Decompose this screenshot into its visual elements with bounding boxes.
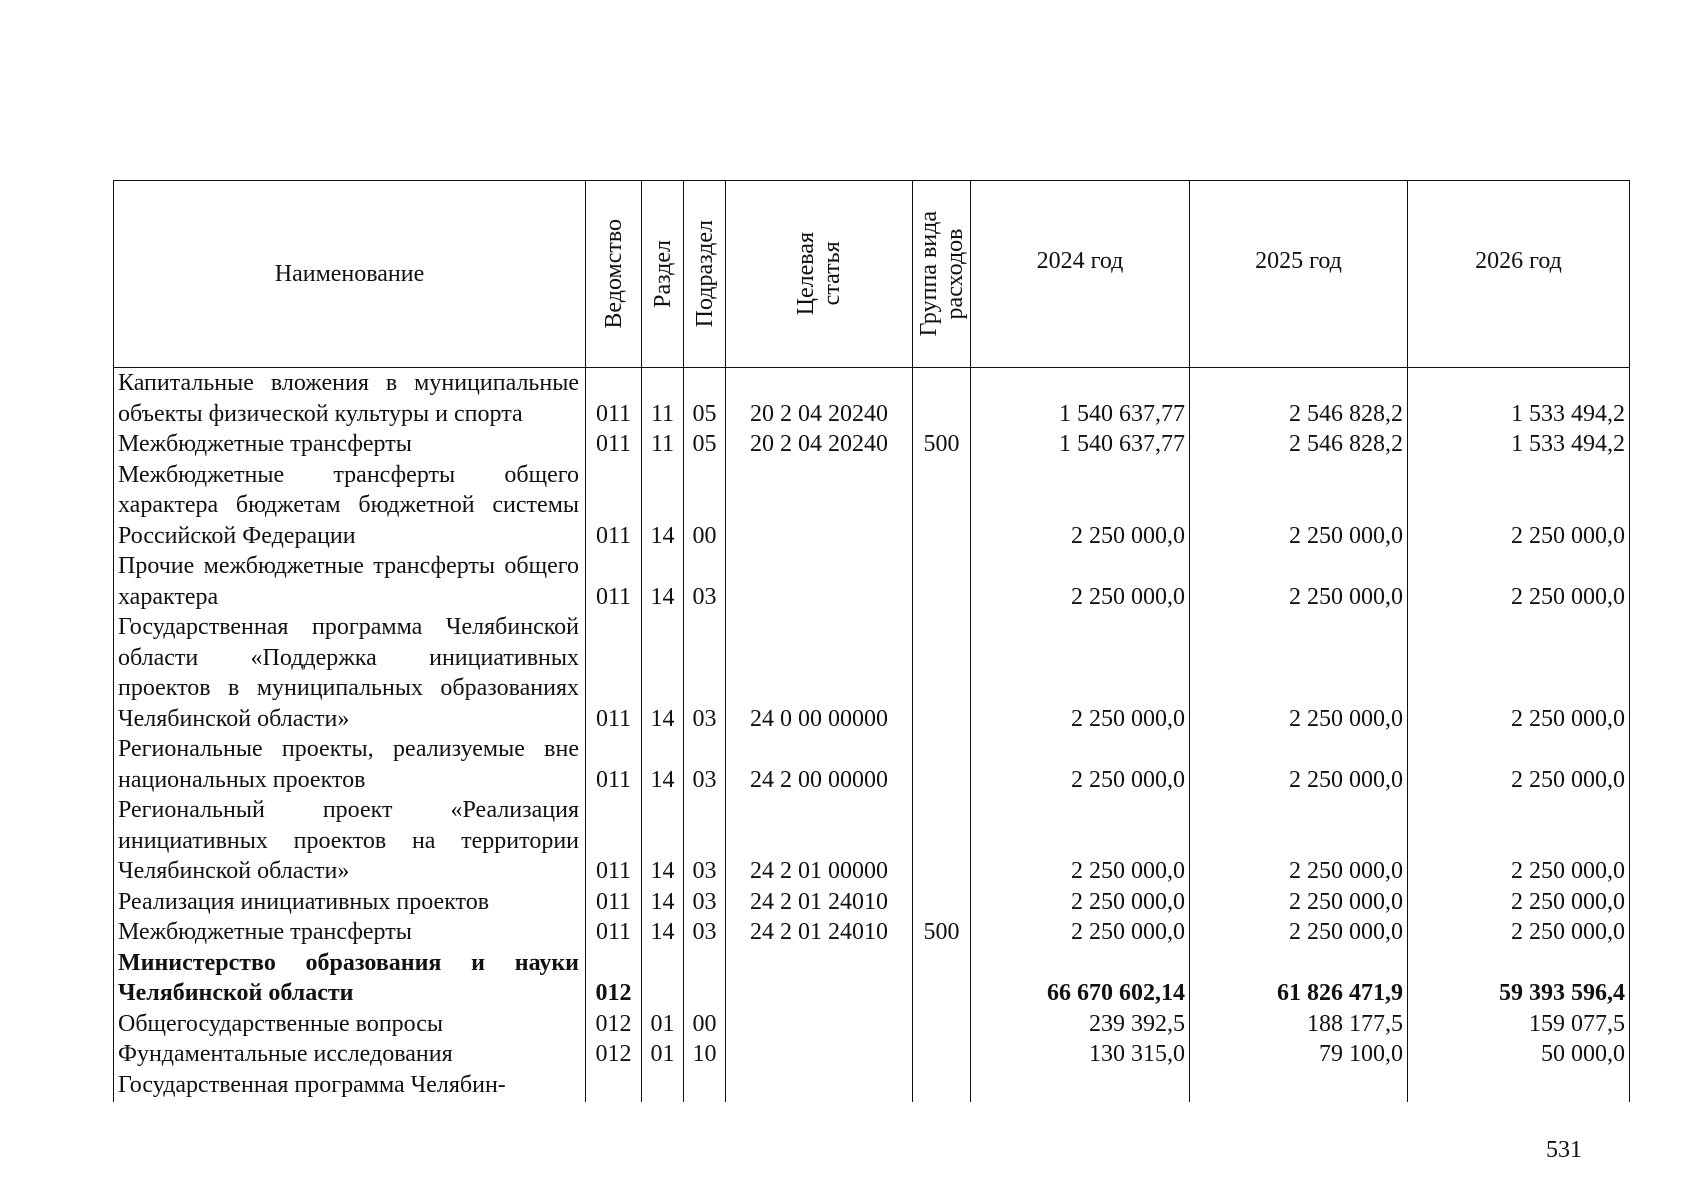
row-name: Капитальные вложения в муниципальные объекты физической культуры и спорта (114, 368, 586, 430)
row-amount-2025: 2 546 828,2 (1190, 368, 1408, 430)
table-body (114, 368, 1630, 1103)
row-amount-2025: 2 250 000,0 (1190, 795, 1408, 887)
header-subsection (684, 181, 726, 368)
row-section: 14 (642, 612, 684, 734)
row-section: 01 (642, 1009, 684, 1040)
row-subsection: 03 (684, 917, 726, 948)
row-department: 011 (586, 460, 642, 552)
table-row (114, 795, 1630, 887)
row-amount-2026: 2 250 000,0 (1408, 612, 1630, 734)
row-name: Общегосударственные вопросы (114, 1009, 586, 1040)
row-amount-2025: 79 100,0 (1190, 1039, 1408, 1070)
header-year-2025: 2025 год (1190, 181, 1408, 368)
row-amount-2024: 1 540 637,77 (971, 368, 1190, 430)
row-amount-2025: 188 177,5 (1190, 1009, 1408, 1040)
row-target-item: 20 2 04 20240 (726, 429, 913, 460)
row-amount-2024: 2 250 000,0 (971, 734, 1190, 795)
header-expense-group (913, 181, 971, 368)
row-section: 01 (642, 1039, 684, 1070)
header-section (642, 181, 684, 368)
row-name: Межбюджетные трансферты (114, 917, 586, 948)
row-amount-2024: 2 250 000,0 (971, 612, 1190, 734)
row-subsection: 03 (684, 551, 726, 612)
row-section: 14 (642, 460, 684, 552)
row-amount-2024: 2 250 000,0 (971, 917, 1190, 948)
row-amount-2026: 2 250 000,0 (1408, 551, 1630, 612)
table-row (114, 429, 1630, 460)
budget-table (113, 180, 1630, 1102)
row-subsection: 03 (684, 887, 726, 918)
row-target-item: 24 0 00 00000 (726, 612, 913, 734)
row-name: Государственная программа Челябинской области «Поддержка инициативных проектов в муниципальных образованиях Челябинской области» (114, 612, 586, 734)
row-department (586, 1070, 642, 1103)
row-section: 14 (642, 917, 684, 948)
row-expense-group (913, 551, 971, 612)
row-expense-group (913, 1070, 971, 1103)
table-row (114, 551, 1630, 612)
header-target-item (726, 181, 913, 368)
row-expense-group (913, 887, 971, 918)
row-amount-2026 (1408, 1070, 1630, 1103)
row-section: 11 (642, 429, 684, 460)
row-amount-2025: 2 546 828,2 (1190, 429, 1408, 460)
row-amount-2026: 2 250 000,0 (1408, 795, 1630, 887)
header-subsection-label: Подраздел (691, 220, 718, 328)
row-section (642, 948, 684, 1009)
row-amount-2026: 50 000,0 (1408, 1039, 1630, 1070)
row-subsection: 00 (684, 1009, 726, 1040)
table-row (114, 887, 1630, 918)
row-amount-2025: 2 250 000,0 (1190, 917, 1408, 948)
row-amount-2024: 1 540 637,77 (971, 429, 1190, 460)
row-target-item (726, 1070, 913, 1103)
row-target-item (726, 460, 913, 552)
header-expense-group-label: Группа вида расходов (915, 211, 968, 337)
page-number: 531 (1546, 1137, 1582, 1163)
table-row (114, 1009, 1630, 1040)
row-amount-2024: 130 315,0 (971, 1039, 1190, 1070)
row-target-item (726, 948, 913, 1009)
row-expense-group (913, 795, 971, 887)
row-expense-group (913, 1009, 971, 1040)
row-target-item: 24 2 01 00000 (726, 795, 913, 887)
row-department: 011 (586, 734, 642, 795)
row-target-item (726, 551, 913, 612)
row-name: Прочие межбюджетные трансферты общего характера (114, 551, 586, 612)
row-amount-2025 (1190, 1070, 1408, 1103)
row-expense-group (913, 612, 971, 734)
header-year-2026: 2026 год (1408, 181, 1630, 368)
row-amount-2026: 159 077,5 (1408, 1009, 1630, 1040)
table-row (114, 917, 1630, 948)
row-department: 012 (586, 1039, 642, 1070)
row-section: 11 (642, 368, 684, 430)
row-subsection: 03 (684, 612, 726, 734)
row-name: Межбюджетные трансферты общего характера бюджетам бюджетной системы Российской Федерации (114, 460, 586, 552)
row-subsection: 00 (684, 460, 726, 552)
row-amount-2025: 61 826 471,9 (1190, 948, 1408, 1009)
row-amount-2026: 2 250 000,0 (1408, 887, 1630, 918)
table-header (114, 181, 1630, 368)
row-amount-2026: 59 393 596,4 (1408, 948, 1630, 1009)
row-amount-2026: 1 533 494,2 (1408, 429, 1630, 460)
header-name: Наименование (114, 181, 586, 368)
row-department: 011 (586, 795, 642, 887)
row-name: Региональный проект «Реализация инициативных проектов на территории Челябинской области» (114, 795, 586, 887)
row-amount-2025: 2 250 000,0 (1190, 612, 1408, 734)
row-subsection (684, 1070, 726, 1103)
header-department (586, 181, 642, 368)
table-row (114, 460, 1630, 552)
table-row (114, 1039, 1630, 1070)
row-amount-2024: 2 250 000,0 (971, 551, 1190, 612)
row-amount-2024: 239 392,5 (971, 1009, 1190, 1040)
row-department: 012 (586, 948, 642, 1009)
row-subsection: 10 (684, 1039, 726, 1070)
row-amount-2025: 2 250 000,0 (1190, 551, 1408, 612)
row-expense-group (913, 948, 971, 1009)
table-row (114, 734, 1630, 795)
row-name: Фундаментальные исследования (114, 1039, 586, 1070)
row-target-item (726, 1039, 913, 1070)
table-row (114, 368, 1630, 430)
row-name: Реализация инициативных проектов (114, 887, 586, 918)
row-amount-2024: 2 250 000,0 (971, 887, 1190, 918)
row-name: Государственная программа Челябин- (114, 1070, 586, 1103)
row-subsection: 03 (684, 734, 726, 795)
row-amount-2025: 2 250 000,0 (1190, 887, 1408, 918)
row-department: 012 (586, 1009, 642, 1040)
row-section: 14 (642, 795, 684, 887)
row-amount-2024: 2 250 000,0 (971, 795, 1190, 887)
row-target-item: 20 2 04 20240 (726, 368, 913, 430)
row-subsection (684, 948, 726, 1009)
row-amount-2026: 1 533 494,2 (1408, 368, 1630, 430)
row-subsection: 03 (684, 795, 726, 887)
row-department: 011 (586, 551, 642, 612)
row-target-item: 24 2 00 00000 (726, 734, 913, 795)
row-expense-group (913, 460, 971, 552)
row-expense-group (913, 1039, 971, 1070)
budget-table-container (113, 180, 1629, 1102)
row-expense-group (913, 368, 971, 430)
row-name: Министерство образования и науки Челябинской области (114, 948, 586, 1009)
table-row (114, 612, 1630, 734)
row-expense-group: 500 (913, 429, 971, 460)
row-amount-2024: 66 670 602,14 (971, 948, 1190, 1009)
header-year-2024: 2024 год (971, 181, 1190, 368)
row-department: 011 (586, 368, 642, 430)
row-department: 011 (586, 429, 642, 460)
row-section (642, 1070, 684, 1103)
table-row (114, 1070, 1630, 1103)
header-section-label: Раздел (649, 240, 676, 308)
row-expense-group: 500 (913, 917, 971, 948)
row-expense-group (913, 734, 971, 795)
header-department-label: Ведомство (600, 219, 627, 329)
row-amount-2025: 2 250 000,0 (1190, 460, 1408, 552)
row-name: Региональные проекты, реализуемые вне национальных проектов (114, 734, 586, 795)
row-subsection: 05 (684, 429, 726, 460)
row-department: 011 (586, 917, 642, 948)
row-target-item (726, 1009, 913, 1040)
row-target-item: 24 2 01 24010 (726, 887, 913, 918)
row-amount-2026: 2 250 000,0 (1408, 917, 1630, 948)
row-section: 14 (642, 551, 684, 612)
row-section: 14 (642, 887, 684, 918)
row-target-item: 24 2 01 24010 (726, 917, 913, 948)
row-amount-2026: 2 250 000,0 (1408, 460, 1630, 552)
row-section: 14 (642, 734, 684, 795)
row-amount-2026: 2 250 000,0 (1408, 734, 1630, 795)
row-amount-2024 (971, 1070, 1190, 1103)
row-amount-2025: 2 250 000,0 (1190, 734, 1408, 795)
header-target-item-label: Целевая статья (793, 232, 845, 316)
row-department: 011 (586, 612, 642, 734)
row-department: 011 (586, 887, 642, 918)
row-name: Межбюджетные трансферты (114, 429, 586, 460)
row-amount-2024: 2 250 000,0 (971, 460, 1190, 552)
row-subsection: 05 (684, 368, 726, 430)
table-row (114, 948, 1630, 1009)
